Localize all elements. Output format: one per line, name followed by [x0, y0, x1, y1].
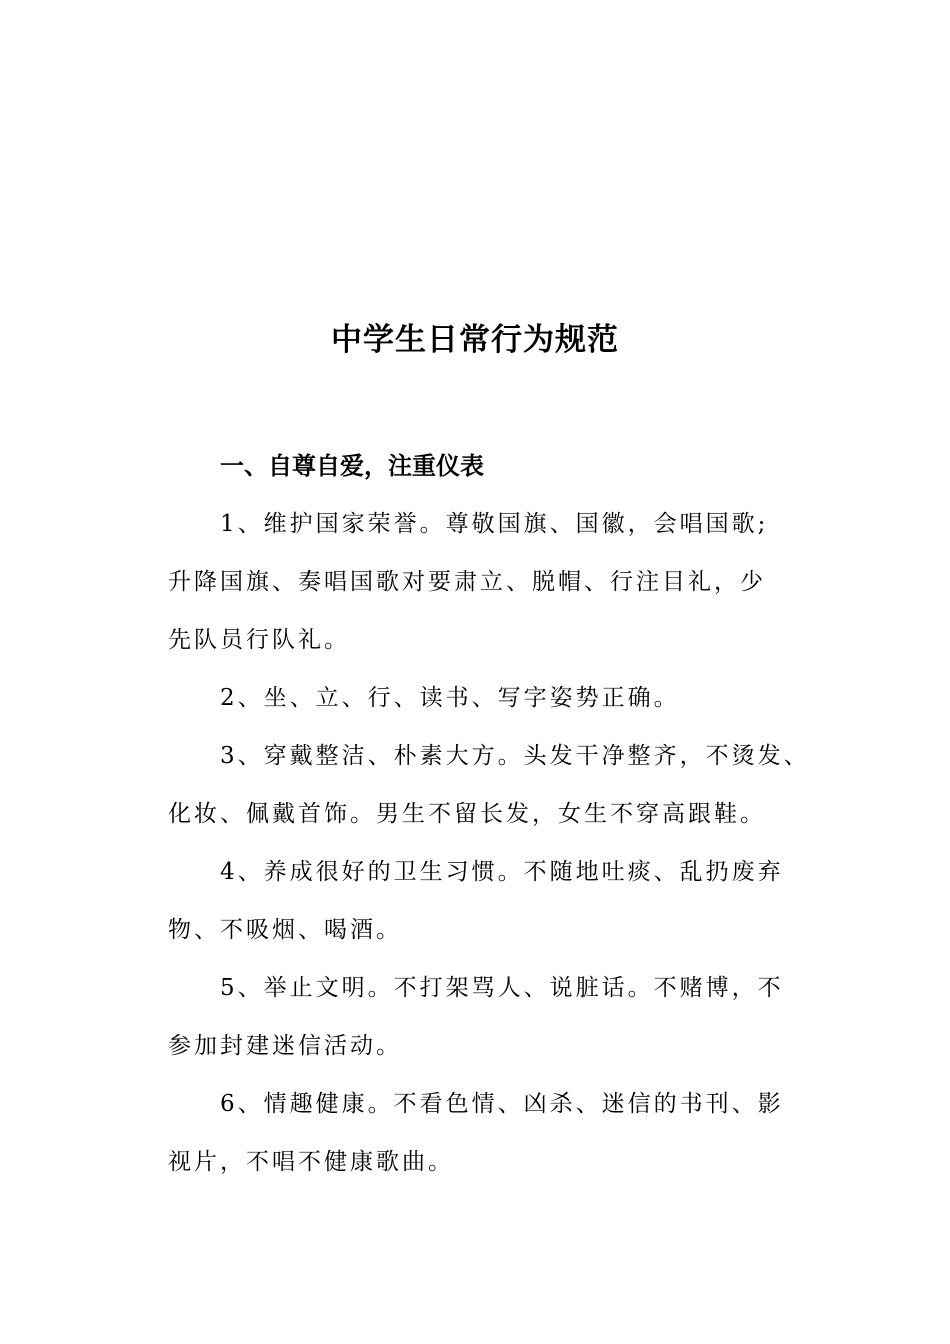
item-6-line-1: 6、情趣健康。不看色情、凶杀、迷信的书刊、影	[220, 1091, 784, 1117]
page-title: 中学生日常行为规范	[331, 322, 619, 358]
section-heading: 一、自尊自爱，注重仪表	[220, 452, 484, 480]
item-3-line-1: 3、穿戴整洁、朴素大方。头发干净整齐，不烫发、	[220, 743, 810, 769]
item-4-line-1: 4、养成很好的卫生习惯。不随地吐痰、乱扔废弃	[220, 859, 784, 885]
item-5-line-2: 参加封建迷信活动。	[168, 1033, 402, 1059]
item-6-line-2: 视片，不唱不健康歌曲。	[168, 1149, 454, 1175]
item-1-line-2: 升降国旗、奏唱国歌对要肃立、脱帽、行注目礼，少	[168, 569, 766, 595]
item-4-line-2: 物、不吸烟、喝酒。	[168, 917, 402, 943]
item-1-line-3: 先队员行队礼。	[168, 627, 350, 653]
item-5-line-1: 5、举止文明。不打架骂人、说脏话。不赌博，不	[220, 975, 784, 1001]
item-3-line-2: 化妆、佩戴首饰。男生不留长发，女生不穿高跟鞋。	[168, 801, 766, 827]
item-1-line-1: 1、维护国家荣誉。尊敬国旗、国徽，会唱国歌;	[220, 511, 769, 537]
item-2-line-1: 2、坐、立、行、读书、写字姿势正确。	[220, 685, 680, 711]
